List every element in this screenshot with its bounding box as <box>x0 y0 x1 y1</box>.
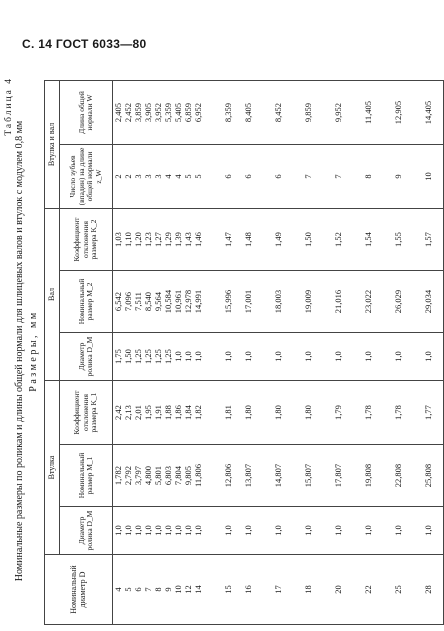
table-cell: 28 <box>413 555 444 625</box>
table-cell: 1,0 <box>263 507 293 555</box>
table-cell: 8,405 <box>233 81 263 145</box>
table-cell: 2,452 <box>123 81 133 145</box>
table-row <box>183 81 193 625</box>
table-cell: 1,10 <box>123 209 133 271</box>
table-cell: 3,859 <box>133 81 143 145</box>
table-cell: 1,78 <box>383 381 413 445</box>
table-cell: 2,13 <box>123 381 133 445</box>
table-cell: 7,804 <box>173 445 183 507</box>
table-units: Размеры, мм <box>28 310 39 392</box>
table-cell: 1,88 <box>163 381 173 445</box>
table-cell: 1,52 <box>323 209 353 271</box>
table-cell: 1,0 <box>413 507 444 555</box>
table-cell: 8,540 <box>143 271 153 333</box>
table-cell: 4 <box>163 145 173 209</box>
table-cell: 1,50 <box>293 209 323 271</box>
table-cell: 5,359 <box>163 81 173 145</box>
table-cell: 1,25 <box>133 333 143 381</box>
table-cell: 9 <box>163 555 173 625</box>
table-cell: 22,808 <box>383 445 413 507</box>
table-row <box>133 81 143 625</box>
table-row <box>193 81 203 625</box>
table-cell: 21,016 <box>323 271 353 333</box>
table-cell: 29,034 <box>413 271 444 333</box>
table-cell: 2,01 <box>133 381 143 445</box>
col-header-0: Номинальный диаметр D <box>45 555 113 625</box>
col-header-4: Диаметр ролика D_M <box>60 333 113 381</box>
table-title: Номинальные размеры по роликам и длины общей нормали для шлицевых валов и втулок с модулем 0,8 мм <box>14 120 25 582</box>
table-cell: 1,0 <box>203 507 233 555</box>
table-cell: 2,42 <box>113 381 124 445</box>
table-cell: 3 <box>153 145 163 209</box>
table-cell: 1,49 <box>263 209 293 271</box>
table-cell: 7 <box>143 555 153 625</box>
table-cell: 1,0 <box>353 333 383 381</box>
table-cell: 17 <box>263 555 293 625</box>
table-cell: 1,0 <box>133 507 143 555</box>
table-cell: 1,782 <box>113 445 124 507</box>
table-cell: 1,0 <box>203 333 233 381</box>
col-header-6: Коэффициент отклонения размера K_2 <box>60 209 113 271</box>
table-cell: 1,91 <box>153 381 163 445</box>
table-cell: 1,25 <box>143 333 153 381</box>
table-cell: 1,0 <box>173 507 183 555</box>
table-cell: 1,0 <box>123 507 133 555</box>
table-row <box>143 81 153 625</box>
table-cell: 1,23 <box>143 209 153 271</box>
table-cell: 5,405 <box>173 81 183 145</box>
col-header-2: Номинальный размер M_1 <box>60 445 113 507</box>
table-row <box>203 81 233 625</box>
table-cell: 12 <box>183 555 193 625</box>
table-cell: 1,39 <box>173 209 183 271</box>
table-cell: 1,43 <box>183 209 193 271</box>
table-cell: 5 <box>193 145 203 209</box>
table-cell: 4 <box>173 145 183 209</box>
table-cell: 18 <box>293 555 323 625</box>
table-cell: 1,57 <box>413 209 444 271</box>
table-cell: 11,405 <box>353 81 383 145</box>
table-cell: 2 <box>113 145 124 209</box>
table-cell: 1,75 <box>113 333 124 381</box>
table-cell: 1,0 <box>383 333 413 381</box>
table-cell: 15,996 <box>203 271 233 333</box>
table-cell: 8,452 <box>263 81 293 145</box>
table-cell: 1,0 <box>113 507 124 555</box>
table-cell: 7,511 <box>133 271 143 333</box>
table-cell: 6,859 <box>183 81 193 145</box>
table-cell: 1,20 <box>133 209 143 271</box>
table-cell: 7 <box>293 145 323 209</box>
table-cell: 14,991 <box>193 271 203 333</box>
table-cell: 23,022 <box>353 271 383 333</box>
table-cell: 1,77 <box>413 381 444 445</box>
table-cell: 1,0 <box>293 507 323 555</box>
table-cell: 1,29 <box>163 209 173 271</box>
table-row <box>233 81 263 625</box>
table-cell: 5 <box>123 555 133 625</box>
page-header: С. 14 ГОСТ 6033—80 <box>22 37 147 51</box>
table-cell: 17,807 <box>323 445 353 507</box>
table-cell: 9 <box>383 145 413 209</box>
table-row <box>123 81 133 625</box>
group-header-shaft: Вал <box>45 209 60 381</box>
table-cell: 9,805 <box>183 445 193 507</box>
table-cell: 1,0 <box>353 507 383 555</box>
table-cell: 8,359 <box>203 81 233 145</box>
col-header-5: Номинальный размер M_2 <box>60 271 113 333</box>
table-cell: 1,80 <box>293 381 323 445</box>
table-cell: 1,47 <box>203 209 233 271</box>
table-row <box>353 81 383 625</box>
table-row <box>153 81 163 625</box>
table-cell: 3,905 <box>143 81 153 145</box>
table-cell: 10 <box>413 145 444 209</box>
table-cell: 1,84 <box>183 381 193 445</box>
table-cell: 15,807 <box>293 445 323 507</box>
table-cell: 25,808 <box>413 445 444 507</box>
table-cell: 6,952 <box>193 81 203 145</box>
table-row <box>383 81 413 625</box>
group-header-sleeve-shaft: Втулка и вал <box>45 81 60 209</box>
table-cell: 1,0 <box>233 507 263 555</box>
table-cell: 8 <box>353 145 383 209</box>
table-cell: 6,542 <box>113 271 124 333</box>
table-cell: 3,952 <box>153 81 163 145</box>
col-header-3: Коэффициент отклонения размера K_1 <box>60 381 113 445</box>
table-cell: 1,03 <box>113 209 124 271</box>
table-cell: 1,50 <box>123 333 133 381</box>
table-cell: 12,978 <box>183 271 193 333</box>
table-cell: 2,792 <box>123 445 133 507</box>
table-cell: 26,029 <box>383 271 413 333</box>
table-cell: 6 <box>263 145 293 209</box>
group-header-sleeve: Втулка <box>45 381 60 555</box>
table-cell: 1,0 <box>163 507 173 555</box>
table-cell: 1,0 <box>153 507 163 555</box>
table-cell: 5 <box>183 145 193 209</box>
table-cell: 1,54 <box>353 209 383 271</box>
table-cell: 20 <box>323 555 353 625</box>
table-cell: 1,48 <box>233 209 263 271</box>
table-cell: 1,79 <box>323 381 353 445</box>
table-cell: 2 <box>123 145 133 209</box>
table-cell: 10 <box>173 555 183 625</box>
table-row <box>413 81 444 625</box>
dimensions-table <box>44 80 444 625</box>
table-cell: 15 <box>203 555 233 625</box>
table-cell: 2,405 <box>113 81 124 145</box>
table-cell: 1,0 <box>413 333 444 381</box>
table-cell: 14 <box>193 555 203 625</box>
table-cell: 22 <box>353 555 383 625</box>
table-cell: 16 <box>233 555 263 625</box>
table-cell: 1,82 <box>193 381 203 445</box>
table-cell: 8 <box>153 555 163 625</box>
rotated-table-block <box>0 71 433 631</box>
table-row <box>113 81 124 625</box>
col-header-7: Число зубьев (впадин) на длине общей нормали z_W <box>60 145 113 209</box>
table-cell: 1,95 <box>143 381 153 445</box>
table-row <box>173 81 183 625</box>
table-cell: 6,803 <box>163 445 173 507</box>
table-cell: 1,46 <box>193 209 203 271</box>
table-cell: 14,807 <box>263 445 293 507</box>
table-cell: 4,800 <box>143 445 153 507</box>
table-cell: 19,808 <box>353 445 383 507</box>
table-cell: 1,0 <box>293 333 323 381</box>
table-cell: 1,80 <box>263 381 293 445</box>
table-cell: 3 <box>143 145 153 209</box>
table-cell: 1,25 <box>163 333 173 381</box>
table-cell: 1,86 <box>173 381 183 445</box>
table-row <box>263 81 293 625</box>
table-cell: 1,81 <box>203 381 233 445</box>
table-cell: 6 <box>133 555 143 625</box>
table-cell: 12,806 <box>203 445 233 507</box>
table-cell: 1,0 <box>173 333 183 381</box>
table-cell: 4 <box>113 555 124 625</box>
col-header-1: Диаметр ролика D_M <box>60 507 113 555</box>
table-cell: 7 <box>323 145 353 209</box>
table-cell: 1,0 <box>193 507 203 555</box>
table-cell: 3 <box>133 145 143 209</box>
table-cell: 13,807 <box>233 445 263 507</box>
table-cell: 1,0 <box>143 507 153 555</box>
table-row <box>293 81 323 625</box>
table-body <box>113 81 444 625</box>
table-row <box>323 81 353 625</box>
table-cell: 6 <box>233 145 263 209</box>
table-cell: 12,905 <box>383 81 413 145</box>
table-cell: 1,0 <box>263 333 293 381</box>
table-cell: 5,801 <box>153 445 163 507</box>
table-label: Таблица 4 <box>4 77 14 136</box>
table-cell: 6 <box>203 145 233 209</box>
table-cell: 18,003 <box>263 271 293 333</box>
table-cell: 3,797 <box>133 445 143 507</box>
table-cell: 1,0 <box>233 333 263 381</box>
table-cell: 1,78 <box>353 381 383 445</box>
table-cell: 11,806 <box>193 445 203 507</box>
table-cell: 1,25 <box>153 333 163 381</box>
table-cell: 14,405 <box>413 81 444 145</box>
table-cell: 1,55 <box>383 209 413 271</box>
table-cell: 9,952 <box>323 81 353 145</box>
col-header-8: Длина общей нормали W <box>60 81 113 145</box>
table-cell: 19,009 <box>293 271 323 333</box>
table-cell: 10,961 <box>173 271 183 333</box>
table-cell: 7,096 <box>123 271 133 333</box>
table-cell: 1,0 <box>323 333 353 381</box>
table-cell: 1,0 <box>183 507 193 555</box>
table-cell: 1,0 <box>383 507 413 555</box>
table-cell: 17,001 <box>233 271 263 333</box>
table-cell: 1,0 <box>193 333 203 381</box>
table-row <box>163 81 173 625</box>
table-cell: 10,584 <box>163 271 173 333</box>
table-cell: 9,859 <box>293 81 323 145</box>
table-cell: 9,564 <box>153 271 163 333</box>
table-cell: 1,0 <box>323 507 353 555</box>
table-cell: 1,80 <box>233 381 263 445</box>
table-cell: 1,0 <box>183 333 193 381</box>
table-cell: 1,27 <box>153 209 163 271</box>
table-cell: 25 <box>383 555 413 625</box>
